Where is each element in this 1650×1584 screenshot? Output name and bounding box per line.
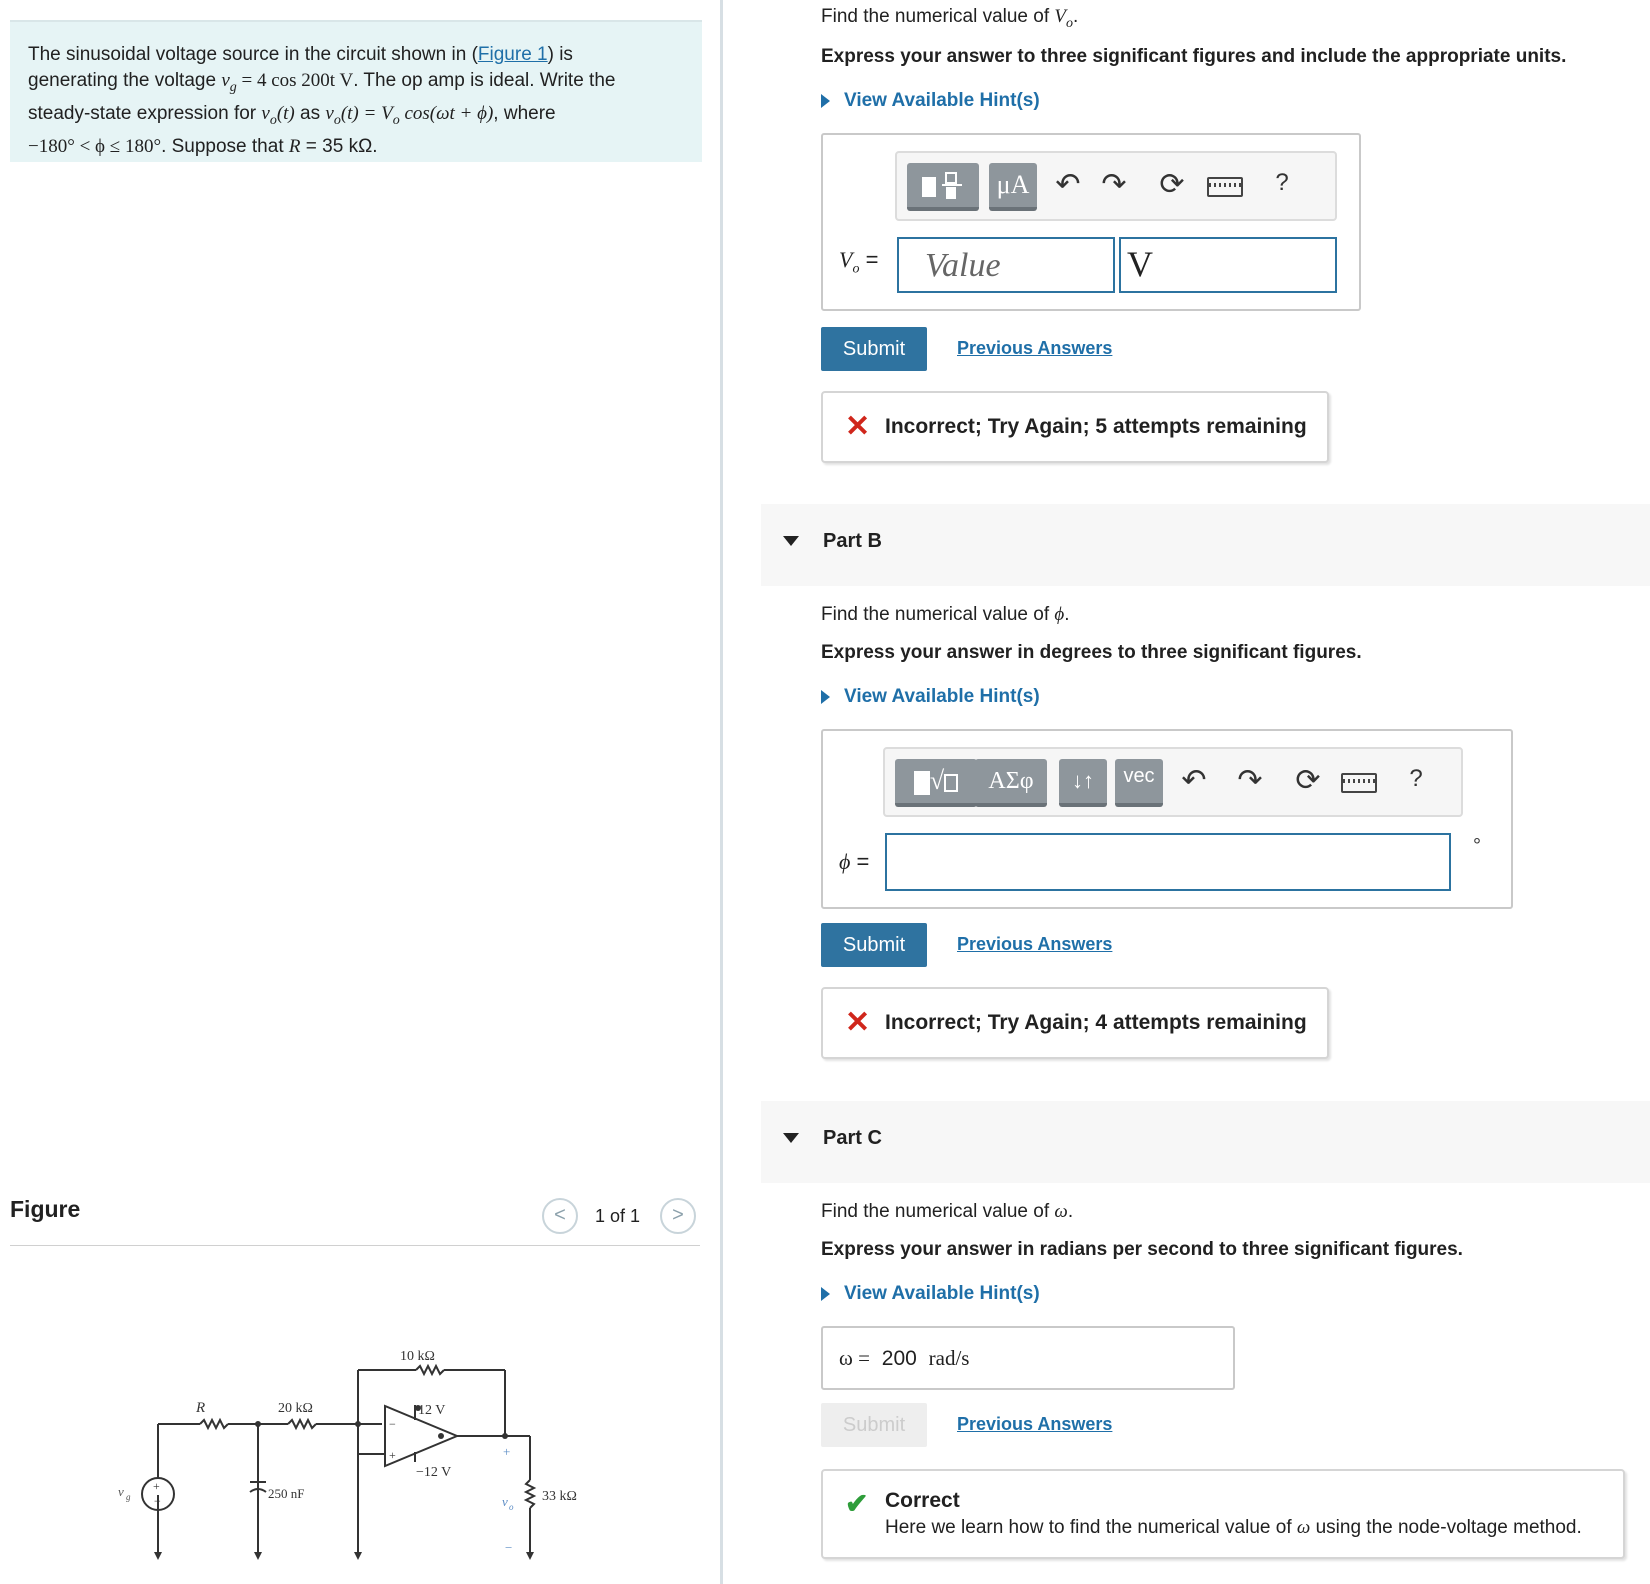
degree-unit: °	[1473, 835, 1481, 857]
partA-feedback: ✕ Incorrect; Try Again; 5 attempts remaining	[821, 391, 1329, 463]
label-R: R	[196, 1400, 206, 1416]
problem-panel	[0, 0, 720, 1584]
undo-icon[interactable]: ↶	[1181, 764, 1207, 797]
svg-text:+: +	[153, 1479, 160, 1493]
partB-submit-button[interactable]: Submit	[821, 923, 927, 967]
figure-title: Figure	[10, 1196, 81, 1222]
reset-icon[interactable]: ⟳	[1159, 168, 1185, 201]
partC-question: Find the numerical value of ω.	[821, 1201, 1074, 1222]
partC-hint-link[interactable]: View Available Hint(s)	[821, 1283, 1040, 1305]
label-neg12v: −12 V	[416, 1465, 452, 1480]
partB-label: ϕ =	[839, 849, 870, 874]
partC-feedback: ✔ Correct Here we learn how to find the numerical value of ω using the node-voltage method.	[821, 1469, 1625, 1559]
incorrect-x-icon: ✕	[845, 1006, 871, 1039]
label-33k: 33 kΩ	[542, 1489, 577, 1504]
figure-divider	[10, 1245, 700, 1246]
label-vo: v	[502, 1494, 508, 1509]
keyboard-icon[interactable]	[1341, 773, 1377, 793]
partB-previous-answers-link[interactable]: Previous Answers	[957, 934, 1113, 954]
label-vg: v	[118, 1484, 124, 1499]
label-12v: 12 V	[418, 1403, 446, 1418]
label-vo-plus: +	[503, 1444, 511, 1459]
collapse-arrow-icon	[783, 1133, 799, 1143]
correct-check-icon: ✔	[845, 1488, 869, 1519]
expand-triangle-icon	[821, 94, 830, 108]
prev-figure-button[interactable]: <	[542, 1198, 578, 1234]
partB-answer-box	[821, 729, 1513, 909]
units-button[interactable]: μA	[989, 163, 1037, 211]
partC-header[interactable]: Part C	[761, 1101, 1650, 1183]
keyboard-icon[interactable]	[1207, 177, 1243, 197]
partC-submit-button: Submit	[821, 1403, 927, 1447]
partB-instruction: Express your answer in degrees to three significant figures.	[821, 642, 1362, 663]
label-20k: 20 kΩ	[278, 1401, 313, 1416]
partC-answer: ω = 200 rad/s	[839, 1346, 970, 1370]
label-10k: 10 kΩ	[400, 1349, 435, 1364]
svg-text:+: +	[389, 1448, 396, 1462]
arrows-button[interactable]: ↓↑	[1059, 759, 1107, 807]
templates-icon	[918, 169, 968, 203]
value-input[interactable]: Value	[897, 237, 1115, 293]
partA-instruction: Express your answer to three significant figures and include the appropriate units.	[821, 46, 1567, 67]
partA-answer-box	[821, 133, 1361, 311]
incorrect-x-icon: ✕	[845, 410, 871, 443]
partB-question: Find the numerical value of ϕ.	[821, 604, 1070, 625]
questions-panel	[723, 0, 1650, 1584]
partB-hint-link[interactable]: View Available Hint(s)	[821, 686, 1040, 708]
partA-hint-link[interactable]: View Available Hint(s)	[821, 90, 1040, 112]
partC-instruction: Express your answer in radians per second to three significant figures.	[821, 1239, 1463, 1260]
redo-icon[interactable]: ↷	[1237, 764, 1263, 797]
circuit-diagram	[100, 1330, 620, 1584]
expand-triangle-icon	[821, 690, 830, 704]
partA-question: Find the numerical value of $V_o$.	[821, 6, 1079, 31]
greek-button[interactable]: ΑΣφ	[975, 759, 1047, 807]
help-icon[interactable]: ?	[1409, 765, 1423, 792]
problem-statement: The sinusoidal voltage source in the circuit shown in (Figure 1) is generating the voltage $v_g = 4$ cos 200t V. The op amp is ideal. Write the steady-state expression for $v_o(t)$ as $v_o(t) = V_o$ cos(ωt + ϕ), where −180° < ϕ ≤ 180°. Suppose that R = 35 kΩ.	[10, 20, 702, 162]
templates-sqrt-button[interactable]: √	[895, 759, 977, 807]
partC-answer-box	[821, 1326, 1235, 1390]
reset-icon[interactable]: ⟳	[1295, 764, 1321, 797]
expand-triangle-icon	[821, 1287, 830, 1301]
partA-submit-button[interactable]: Submit	[821, 327, 927, 371]
redo-icon[interactable]: ↷	[1101, 168, 1127, 201]
partB-header[interactable]: Part B	[761, 504, 1650, 586]
help-icon[interactable]: ?	[1275, 169, 1289, 196]
templates-button[interactable]	[907, 163, 979, 211]
partB-feedback: ✕ Incorrect; Try Again; 4 attempts remaining	[821, 987, 1329, 1059]
partA-label: $V_o$ =	[839, 247, 879, 277]
collapse-arrow-icon	[783, 536, 799, 546]
svg-text:−: −	[154, 1494, 161, 1508]
figure-counter: 1 of 1	[595, 1206, 641, 1226]
undo-icon[interactable]: ↶	[1055, 168, 1081, 201]
label-vo-minus: −	[505, 1540, 513, 1555]
svg-text:o: o	[509, 1502, 514, 1512]
label-250nF: 250 nF	[268, 1486, 305, 1501]
partB-toolbar	[883, 747, 1463, 817]
partA-toolbar	[895, 151, 1337, 221]
partC-feedback-body: Here we learn how to find the numerical value of ω using the node-voltage method.	[885, 1517, 1582, 1538]
figure-link[interactable]: Figure 1	[477, 44, 548, 65]
svg-text:g: g	[126, 1492, 131, 1502]
partA-previous-answers-link[interactable]: Previous Answers	[957, 338, 1113, 358]
vec-button[interactable]: vec	[1115, 759, 1163, 807]
partC-previous-answers-link[interactable]: Previous Answers	[957, 1414, 1113, 1434]
units-input[interactable]: V	[1119, 237, 1337, 293]
svg-text:−: −	[389, 1417, 396, 1431]
phi-input[interactable]	[885, 833, 1451, 891]
next-figure-button[interactable]: >	[660, 1198, 696, 1234]
